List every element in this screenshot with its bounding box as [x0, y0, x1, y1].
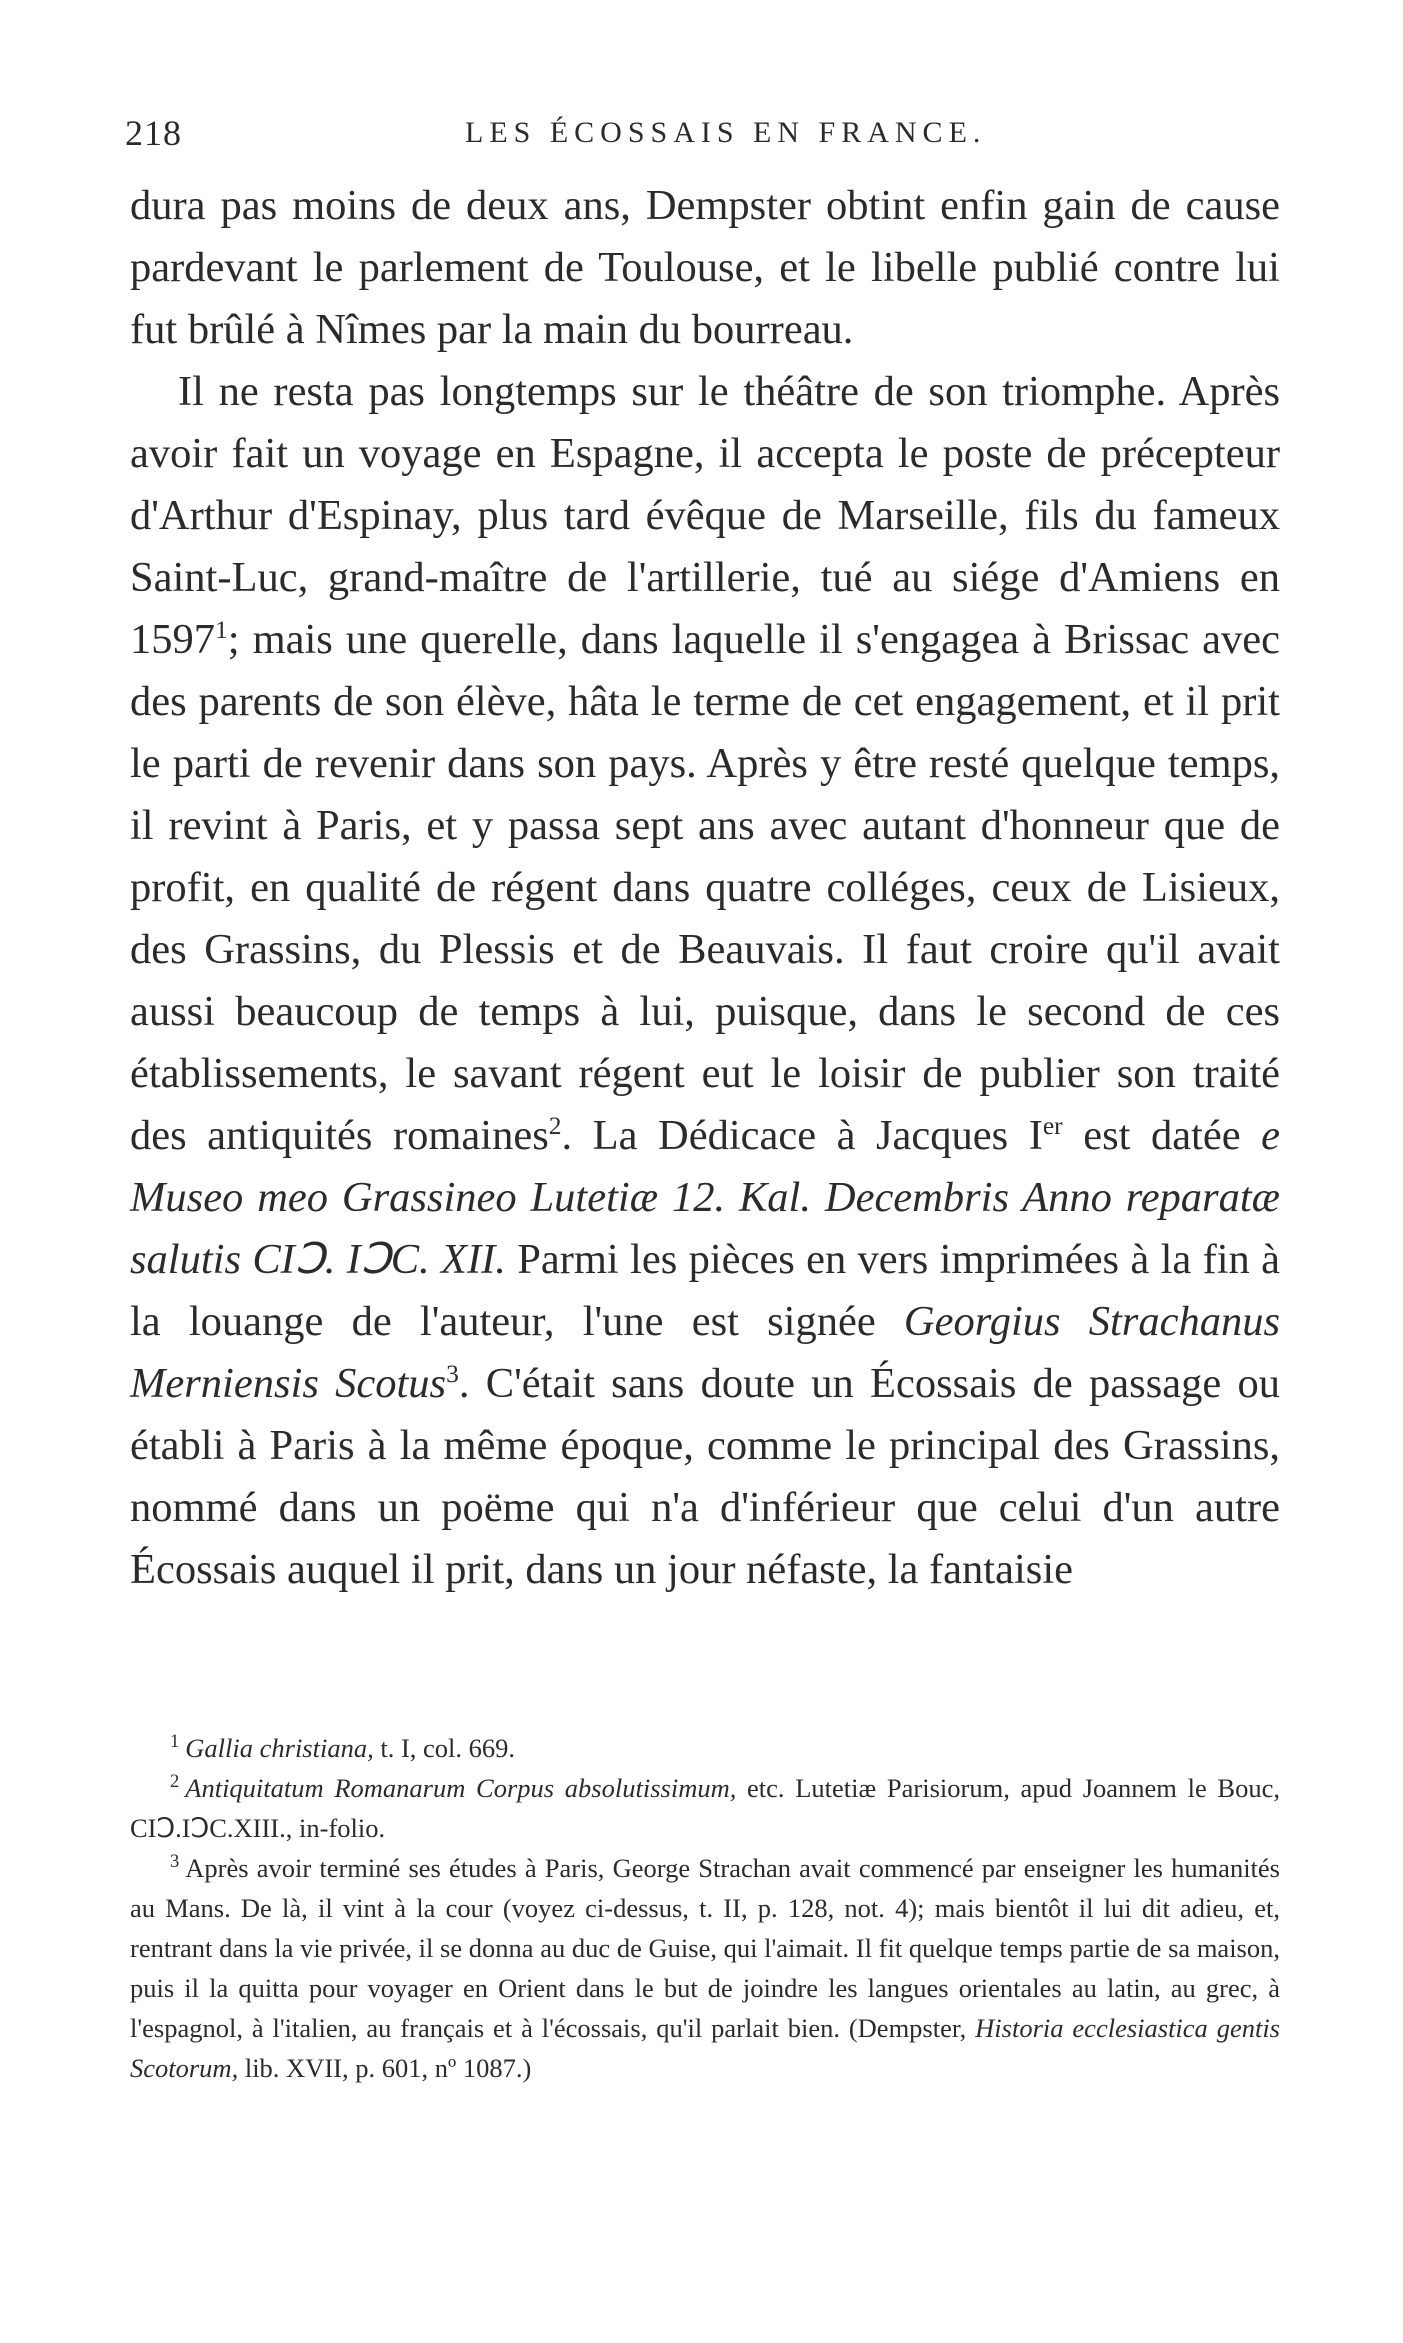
- footnote-ref-2: 2: [548, 1110, 562, 1140]
- page-number: 218: [125, 113, 182, 153]
- footnote-3: $^3$ Après avoir terminé ses études à Paris, George Strachan avait commencé par enseigner les humanités au Mans. De là, il vint à la cour (voyez ci-dessus, t. II, p. 128, not. 4); mais bientôt il lui dit adieu, et, rentrant dans la vie privée, il se donna au duc de Guise, qui l'aimait. Il fit quelque temps partie de sa maison, puis il la quitta pour voyager en Orient dans le but de joindre les langues orientales au latin, au grec, à l'espagnol, à l'italien, au français et à l'écossais, qu'il parlait bien. (Dempster, Historia ecclesiastica gentis Scotorum, lib. XVII, p. 601, nº 1087.): [130, 1851, 1280, 2083]
- paragraph-continued: dura pas moins de deux ans, Dempster obtint enfin gain de cause pardevant le parlement de Toulouse, et le libelle publié contre lui fut brûlé à Nîmes par la main du bourreau.: [130, 182, 1280, 353]
- main-text: [130, 175, 1280, 1601]
- superscript-er: er: [1042, 1110, 1063, 1140]
- footnotes: [130, 1728, 1280, 2088]
- footnote-ref-1: 1: [215, 614, 228, 644]
- latin-quote: e Museo meo Grassineo Lutetiæ 12. Kal. Decembris Anno reparatæ salutis CIↃ. IↃC. XII.: [130, 1112, 1280, 1283]
- footnote-1: $^1$ Gallia christiana, t. I, col. 669.: [170, 1731, 516, 1763]
- footnote-2: $^2$ Antiquitatum Romanarum Corpus absolutissimum, etc. Lutetiæ Parisiorum, apud Joannem le Bouc, CIↃ.IↃC.XIII., in-folio.: [130, 1771, 1280, 1843]
- running-title: LES ÉCOSSAIS EN FRANCE.: [465, 116, 987, 149]
- paragraph: Il ne resta pas longtemps sur le théâtre de son triomphe. Après avoir fait un voyage en Espagne, il accepta le poste de précepteur d'Arthur d'Espinay, plus tard évêque de Marseille, fils du fameux Saint-Luc, grand-maître de l'artillerie, tué au siége d'Amiens en 1597$^1$; mais une querelle, dans laquelle il s'engagea à Brissac avec des parents de son élève, hâta le terme de cet engagement, et il prit le parti de revenir dans son pays. Après y être resté quelque temps, il revint à Paris, et y passa sept ans avec autant d'honneur que de profit, en qualité de régent dans quatre colléges, ceux de Lisieux, des Grassins, du Plessis et de Beauvais. Il faut croire qu'il avait aussi beaucoup de temps à lui, puisque, dans le second de ces établissements, le savant régent eut le loisir de publier son traité des antiquités romaines$^2$. La Dédicace à Jacques Ier est datée e Museo meo Grassineo Lutetiæ 12. Kal. Decembris Anno reparatæ salutis CIↃ. IↃC. XII. Parmi les pièces en vers imprimées à la fin à la louange de l'auteur, l'une est signée Georgius Strachanus Merniensis Scotus$^3$. C'était sans doute un Écossais de passage ou établi à Paris à la même époque, comme le principal des Grassins, nommé dans un poëme qui n'a d'inférieur que celui d'un autre Écossais auquel il prit, dans un jour néfaste, la fantaisie: [130, 368, 1280, 1593]
- page-header: [125, 112, 1283, 162]
- signature-name: Georgius Strachanus Merniensis Scotus: [130, 1298, 1280, 1407]
- footnote-ref-3: 3: [446, 1358, 459, 1388]
